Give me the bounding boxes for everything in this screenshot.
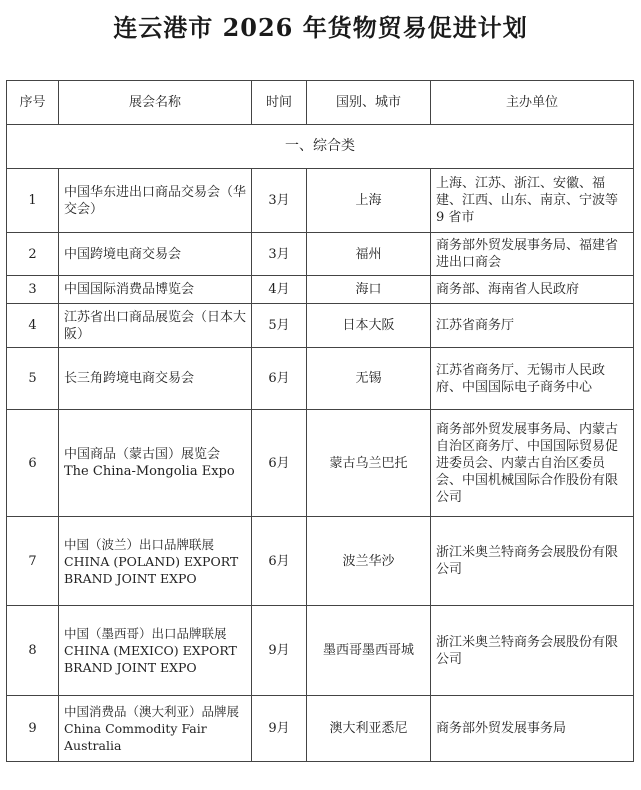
table-header-row — [7, 81, 634, 125]
cell-seq: 6 — [7, 410, 59, 517]
table-row — [7, 606, 634, 696]
cell-seq: 9 — [7, 696, 59, 762]
cell-place: 海口 — [307, 276, 431, 304]
header-time: 时间 — [252, 81, 307, 125]
header-seq: 序号 — [7, 81, 59, 125]
cell-organizer: 商务部外贸发展事务局、福建省进出口商会 — [431, 233, 634, 276]
cell-name: 中国跨境电商交易会 — [59, 233, 252, 276]
header-place: 国别、城市 — [307, 81, 431, 125]
cell-place: 无锡 — [307, 348, 431, 410]
cell-place: 澳大利亚悉尼 — [307, 696, 431, 762]
trade-plan-table — [6, 80, 634, 762]
cell-organizer: 上海、江苏、浙江、安徽、福建、江西、山东、南京、宁波等 9 省市 — [431, 169, 634, 233]
cell-time: 6月 — [252, 348, 307, 410]
cell-seq: 3 — [7, 276, 59, 304]
cell-organizer: 江苏省商务厅、无锡市人民政府、中国国际电子商务中心 — [431, 348, 634, 410]
cell-name: 中国（墨西哥）出口品牌联展 CHINA (MEXICO) EXPORT BRAND JOINT EXPO — [59, 606, 252, 696]
header-name: 展会名称 — [59, 81, 252, 125]
cell-place: 墨西哥墨西哥城 — [307, 606, 431, 696]
table-row — [7, 169, 634, 233]
table-row — [7, 410, 634, 517]
table-row — [7, 348, 634, 410]
cell-organizer: 商务部、海南省人民政府 — [431, 276, 634, 304]
cell-place: 上海 — [307, 169, 431, 233]
cell-seq: 2 — [7, 233, 59, 276]
section-title: 一、综合类 — [7, 125, 634, 169]
page-title: 连云港市 2026 年货物贸易促进计划 — [113, 13, 528, 42]
cell-name: 江苏省出口商品展览会（日本大阪） — [59, 304, 252, 348]
cell-place: 波兰华沙 — [307, 517, 431, 606]
table-row — [7, 517, 634, 606]
cell-time: 6月 — [252, 517, 307, 606]
cell-time: 9月 — [252, 606, 307, 696]
header-organizer: 主办单位 — [431, 81, 634, 125]
cell-place: 福州 — [307, 233, 431, 276]
table-row — [7, 233, 634, 276]
table-row — [7, 304, 634, 348]
cell-organizer: 浙江米奥兰特商务会展股份有限公司 — [431, 517, 634, 606]
cell-organizer: 商务部外贸发展事务局、内蒙古自治区商务厅、中国国际贸易促进委员会、内蒙古自治区委员会、中国机械国际合作股份有限公司 — [431, 410, 634, 517]
table-row — [7, 276, 634, 304]
cell-name: 中国（波兰）出口品牌联展 CHINA (POLAND) EXPORT BRAND JOINT EXPO — [59, 517, 252, 606]
cell-name: 长三角跨境电商交易会 — [59, 348, 252, 410]
cell-organizer: 江苏省商务厅 — [431, 304, 634, 348]
cell-time: 3月 — [252, 169, 307, 233]
cell-seq: 7 — [7, 517, 59, 606]
cell-seq: 5 — [7, 348, 59, 410]
cell-seq: 8 — [7, 606, 59, 696]
cell-organizer: 浙江米奥兰特商务会展股份有限公司 — [431, 606, 634, 696]
cell-seq: 1 — [7, 169, 59, 233]
cell-time: 3月 — [252, 233, 307, 276]
cell-name: 中国华东进出口商品交易会（华交会） — [59, 169, 252, 233]
cell-seq: 4 — [7, 304, 59, 348]
cell-time: 4月 — [252, 276, 307, 304]
section-row — [7, 125, 634, 169]
cell-name: 中国商品（蒙古国）展览会 The China-Mongolia Expo — [59, 410, 252, 517]
cell-time: 6月 — [252, 410, 307, 517]
cell-name: 中国国际消费品博览会 — [59, 276, 252, 304]
cell-time: 9月 — [252, 696, 307, 762]
cell-place: 日本大阪 — [307, 304, 431, 348]
cell-place: 蒙古乌兰巴托 — [307, 410, 431, 517]
cell-time: 5月 — [252, 304, 307, 348]
cell-organizer: 商务部外贸发展事务局 — [431, 696, 634, 762]
cell-name: 中国消费品（澳大利亚）品牌展 China Commodity Fair Australia — [59, 696, 252, 762]
table-row — [7, 696, 634, 762]
